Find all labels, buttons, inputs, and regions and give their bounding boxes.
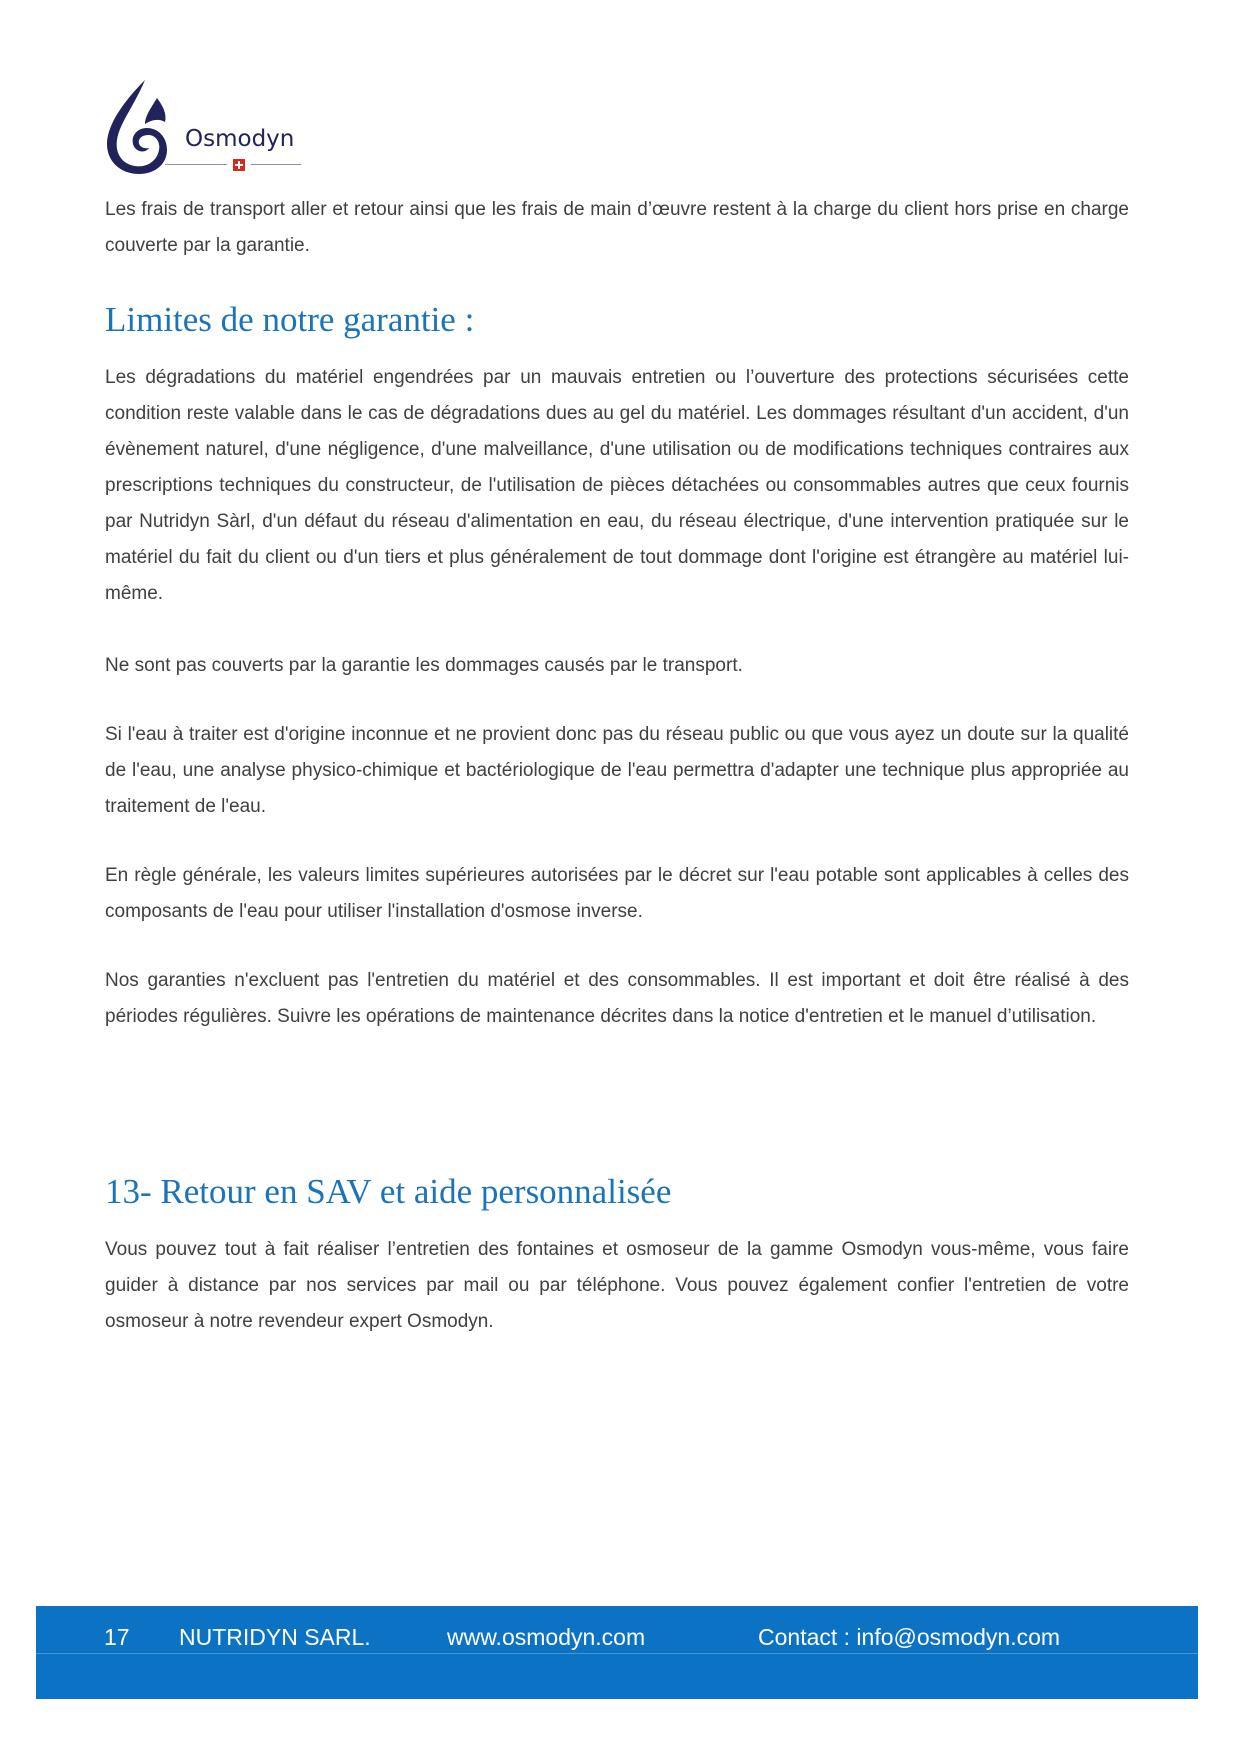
section-limits-title-block [105, 298, 1129, 342]
swiss-flag-icon [233, 159, 245, 171]
intro-paragraph: Les frais de transport aller et retour ainsi que les frais de main d’œuvre restent à la charge du client hors prise en charge couverte par la garantie. [105, 199, 1129, 256]
limits-paragraph: Les dégradations du matériel engendrées par un mauvais entretien ou l’ouverture des protections sécurisées cette condition reste valable dans le cas de dégradations dues au gel du matériel. Les dommages résultant d'un accident, d'un évènement naturel, d'une négligence, d'une malveillance, d'une utilisation ou de modifications techniques contraires aux prescriptions techniques du constructeur, de l'utilisation de pièces détachées ou consommables autres que ceux fournis par Nutridyn Sàrl, d'un défaut du réseau d'alimentation en eau, du réseau électrique, d'une intervention pratiquée sur le matériel du fait du client ou d'un tiers et plus généralement de tout dommage dont l'origine est étrangère au matériel lui-même. [105, 367, 1129, 604]
sav-paragraph-block [105, 1232, 1129, 1340]
page-number: 17 [104, 1624, 130, 1650]
footer-company: NUTRIDYN SARL. [179, 1624, 371, 1650]
footer-website-link[interactable]: www.osmodyn.com [447, 1624, 646, 1650]
osmodyn-logo [105, 78, 305, 178]
limits-paragraph-4-block [105, 858, 1129, 930]
limits-paragraph: Ne sont pas couverts par la garantie les dommages causés par le transport. [105, 655, 743, 676]
limits-paragraph-5-block [105, 963, 1129, 1035]
limits-paragraph: Si l'eau à traiter est d'origine inconnue et ne provient donc pas du réseau public ou que vous ayez un doute sur la qualité de l'eau, une analyse physico-chimique et bactériologique de l'eau permettra d'adapter une technique plus appropriée au traitement de l'eau. [105, 724, 1129, 817]
logo-wordmark: Osmodyn [185, 126, 295, 152]
limits-paragraph-3-block [105, 717, 1129, 825]
section-limits-title: Limites de notre garantie : [105, 300, 475, 339]
limits-paragraph-1-block [105, 360, 1129, 612]
limits-paragraph-2-block [105, 648, 1129, 684]
intro-block [105, 192, 1129, 264]
sav-paragraph: Vous pouvez tout à fait réaliser l’entretien des fontaines et osmoseur de la gamme Osmodyn vous-même, vous faire guider à distance par nos services par mail ou par téléphone. Vous pouvez également confier l'entretien de votre osmoseur à notre revendeur expert Osmodyn. [105, 1239, 1129, 1332]
limits-paragraph: Nos garanties n'excluent pas l'entretien du matériel et des consommables. Il est important et doit être réalisé à des périodes régulières. Suivre les opérations de maintenance décrites dans la notice d'entretien et le manuel d’utilisation. [105, 970, 1129, 1027]
section-sav-title-block [105, 1170, 1129, 1214]
logo-divider-right [251, 164, 301, 165]
limits-paragraph: En règle générale, les valeurs limites supérieures autorisées par le décret sur l'eau potable sont applicables à celles des composants de l'eau pour utiliser l'installation d'osmose inverse. [105, 865, 1129, 922]
water-drop-swirl-icon [105, 78, 177, 176]
page-footer [36, 1606, 1198, 1699]
section-sav-title: 13- Retour en SAV et aide personnalisée [105, 1172, 672, 1211]
logo-divider-left [165, 164, 227, 165]
footer-contact[interactable]: Contact : info@osmodyn.com [758, 1624, 1061, 1650]
footer-divider [36, 1653, 1198, 1654]
